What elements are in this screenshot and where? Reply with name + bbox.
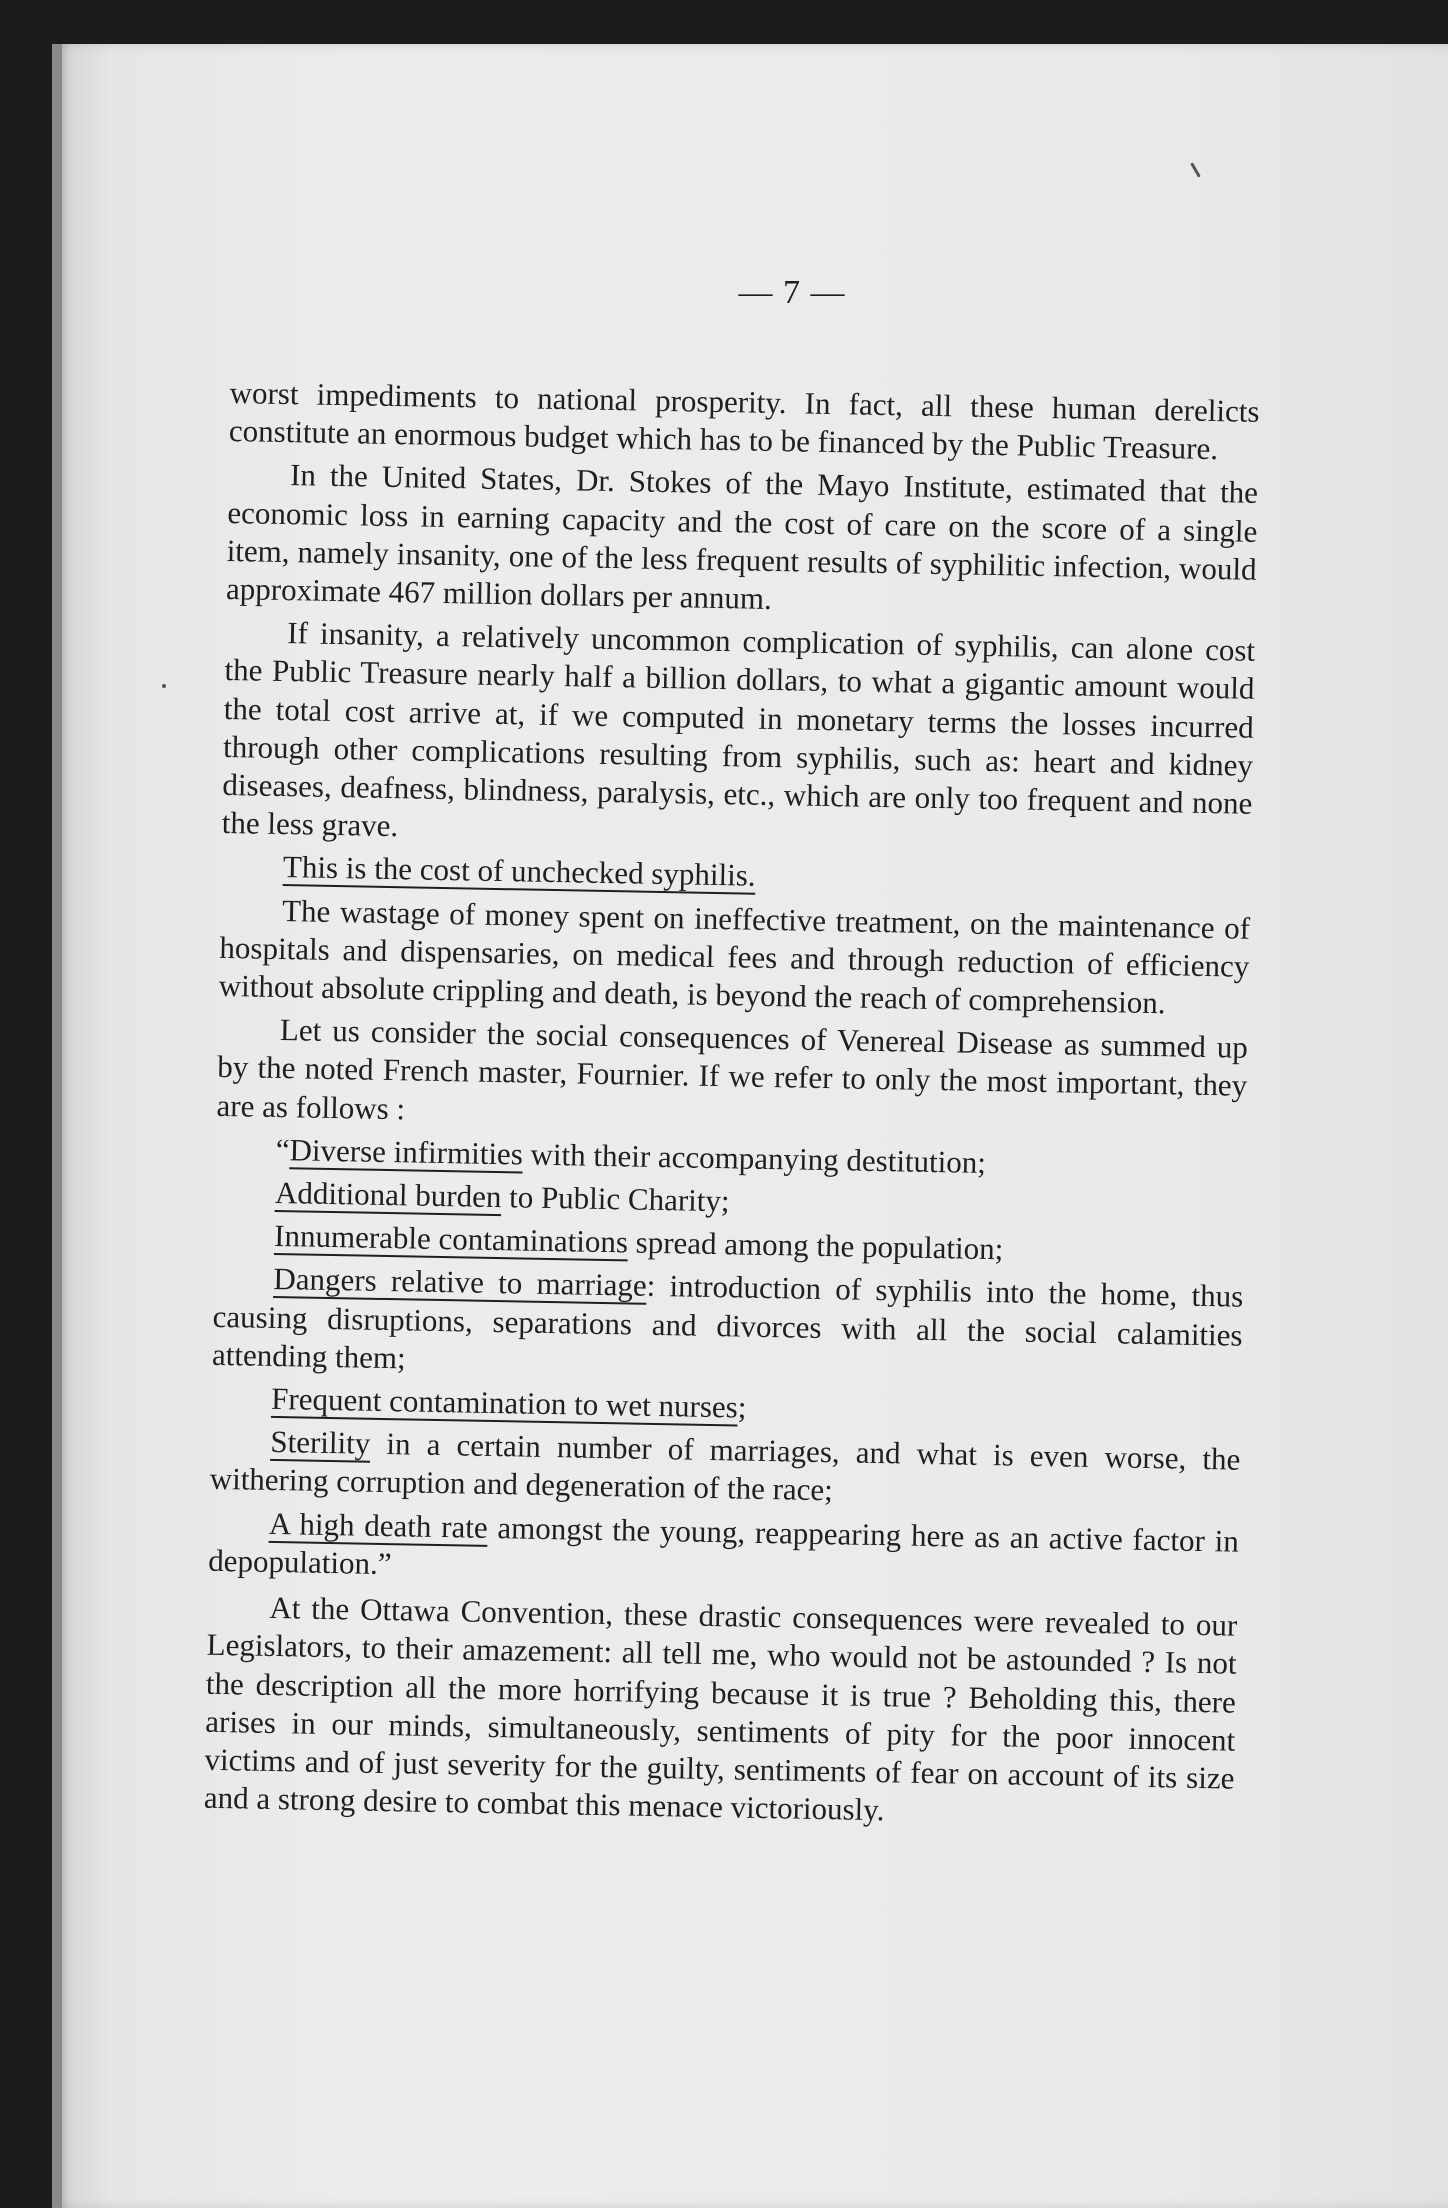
list-item	[209, 1422, 1240, 1517]
list-item-underlined: Additional burden	[274, 1175, 502, 1215]
consequences-list	[208, 1130, 1246, 1599]
list-item-rest: with their accompanying destitution;	[522, 1136, 987, 1180]
list-item	[212, 1259, 1244, 1392]
list-item-rest: : introduction of syphilis into the home, thus causing disruptions, separations and divorces with all the social calamities attending them;	[211, 1268, 1244, 1376]
page-number: — 7 —	[738, 274, 846, 311]
open-quote: “	[275, 1131, 290, 1168]
paragraph-closing: At the Ottawa Convention, these drastic consequences were revealed to our Legislators, to their amazement: all tell me, who would not be astounded ? Is not the description all the more horrifying because it is true ? Beholding this, there arises in our minds, simultaneously, sentiments of pity for the poor innocent victims and of just severity for the guilty, sentiments of fear on account of its size and a strong desire to combat this menace victoriously.	[203, 1590, 1238, 1828]
paragraph-6: Let us consider the social consequences of Venereal Disease as summed up by the noted French master, Fournier. If we refer to only the most important, they are as follows :	[216, 1012, 1249, 1126]
underlined-cost-sentence: This is the cost of unchecked syphilis.	[282, 849, 756, 894]
paragraph-2: In the United States, Dr. Stokes of the Mayo Institute, estimated that the economic loss in earning capacity and the cost of care on the score of a single item, namely insanity, one of the less frequent results of syphilitic infection, would approximate 467 million dollars per annum.	[225, 457, 1259, 616]
list-item-rest: amongst the young, reappearing here as an active factor in depopulation.”	[207, 1509, 1240, 1582]
list-item-underlined: Innumerable contaminations	[273, 1218, 629, 1260]
paragraph-1: worst impediments to national prosperity. In fact, all these human derelicts constitute an enormous budget which has to be financed by the Public Treasure.	[228, 374, 1260, 467]
list-item-underlined: Sterility	[270, 1424, 371, 1462]
list-item-underlined: Frequent contamination to wet nurses	[270, 1381, 739, 1425]
list-item-underlined: A high death rate	[268, 1505, 488, 1545]
dust-speck	[1190, 162, 1201, 177]
list-item-rest: ;	[737, 1389, 747, 1425]
list-item-rest: spread among the population;	[627, 1224, 1004, 1267]
list-item-rest: in a certain number of marriages, and what is even worse, the withering corruption and degeneration of the race;	[209, 1426, 1241, 1508]
scanned-page	[52, 44, 1448, 2208]
list-item	[208, 1503, 1239, 1598]
list-item-underlined: Dangers relative to marriage	[273, 1261, 647, 1304]
dust-speck	[162, 684, 166, 688]
paragraph-3: If insanity, a relatively uncommon complication of syphilis, can alone cost the Public Treasure nearly half a billion dollars, to what a gigantic amount would the total cost arrive at, if we computed in monetary terms the losses incurred through other complications resulting from syphilis, such as: heart and kidney diseases, deafness, blindness, paralysis, etc., which are only too frequent and none the less grave.	[221, 615, 1256, 844]
page-spine	[52, 44, 62, 2208]
paragraph-5: The wastage of money spent on ineffective treatment, on the maintenance of hospitals and dispensaries, on medical fees and through reduction of efficiency without absolute crippling and death, is beyond the reach of comprehension.	[218, 892, 1251, 1021]
list-item-rest: to Public Charity;	[501, 1179, 730, 1219]
body-text	[203, 374, 1259, 1841]
list-item-underlined: Diverse infirmities	[289, 1132, 524, 1172]
